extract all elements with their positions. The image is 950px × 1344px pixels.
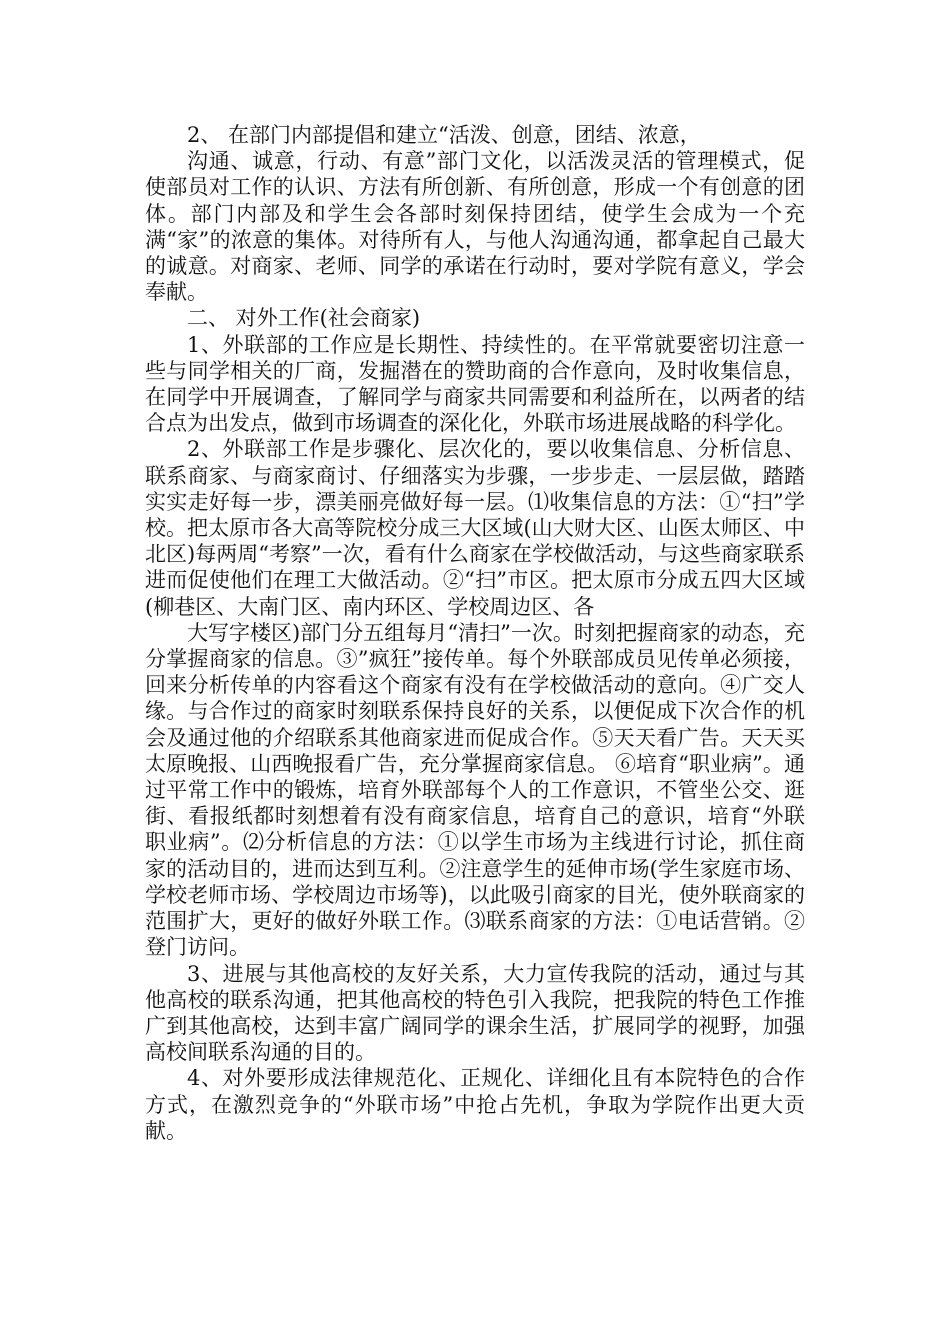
paragraph-item-2: 2、外联部工作是步骤化、层次化的，要以收集信息、分析信息、联系商家、与商家商讨、仔细落实为步骤，一步步走、一层层做，踏踏实实走好每一步，漂美丽亮做好每一层。⑴收集信息的方法：①“扫”学校。把太原市各大高等院校分成三大区域(山大财大区、山医太师区、中北区)每两周“考察”一次，看有什么商家在学校做活动，与这些商家联系进而促使他们在理工大做活动。②“扫”市区。把太原市分成五四大区域(柳巷区、大南门区、南内环区、学校周边区、各 (145, 437, 805, 619)
paragraph-culture-intro: 2、 在部门内部提倡和建立“活泼、创意，团结、浓意， (187, 123, 701, 147)
paragraph-item-4: 4、对外要形成法律规范化、正规化、详细化且有本院特色的合作方式，在激烈竞争的“外联市场”中抢占先机，争取为学院作出更大贡献。 (145, 1066, 805, 1143)
paragraph-item-3: 3、进展与其他高校的友好关系，大力宣传我院的活动，通过与其他高校的联系沟通，把其他高校的特色引入我院，把我院的特色工作推广到其他高校，达到丰富广阔同学的课余生活，扩展同学的视野，加强高校间联系沟通的目的。 (145, 961, 805, 1065)
paragraph-culture-body: 沟通、诚意，行动、有意”部门文化，以活泼灵活的管理模式，促使部员对工作的认识、方法有所创新、有所创意，形成一个有创意的团体。部门内部及和学生会各部时刻保持团结，使学生会成为一个充满“家”的浓意的集体。对待所有人，与他人沟通沟通，都拿起自己最大的诚意。对商家、老师、同学的承诺在行动时，要对学院有意义，学会奉献。 (145, 149, 805, 305)
paragraph-item-2-continued: 大写字楼区)部门分五组每月“清扫”一次。时刻把握商家的动态，充分掌握商家的信息。③”疯狂”接传单。每个外联部成员见传单必须接，回来分析传单的内容看这个商家有没有在学校做活动的意向。④广交人缘。与合作过的商家时刻联系保持良好的关系，以便促成下次合作的机会及通过他的介绍联系其他商家进而促成合作。⑤天天看广告。天天买太原晚报、山西晚报看广告，充分掌握商家信息。 ⑥培育“职业病”。通过平常工作中的锻炼，培育外联部每个人的工作意识，不管坐公交、逛街、看报纸都时刻想着有没有商家信息，培育自己的意识，培育“外联职业病”。⑵分析信息的方法：①以学生市场为主线进行讨论，抓住商家的活动目的，进而达到互利。②注意学生的延伸市场(学生家庭市场、学校老师市场、学校周边市场等)，以此吸引商家的目光，使外联商家的范围扩大，更好的做好外联工作。⑶联系商家的方法：①电话营销。②登门访问。 (145, 620, 805, 960)
document-page (145, 122, 805, 1144)
paragraph-item-1: 1、外联部的工作应是长期性、持续性的。在平常就要密切注意一些与同学相关的厂商，发掘潜在的赞助商的合作意向，及时收集信息，在同学中开展调查，了解同学与商家共同需要和利益所在，以两者的结合点为出发点，做到市场调查的深化化，外联市场进展战略的科学化。 (145, 332, 805, 436)
section-heading-external-work: 二、 对外工作(社会商家) (187, 306, 421, 331)
